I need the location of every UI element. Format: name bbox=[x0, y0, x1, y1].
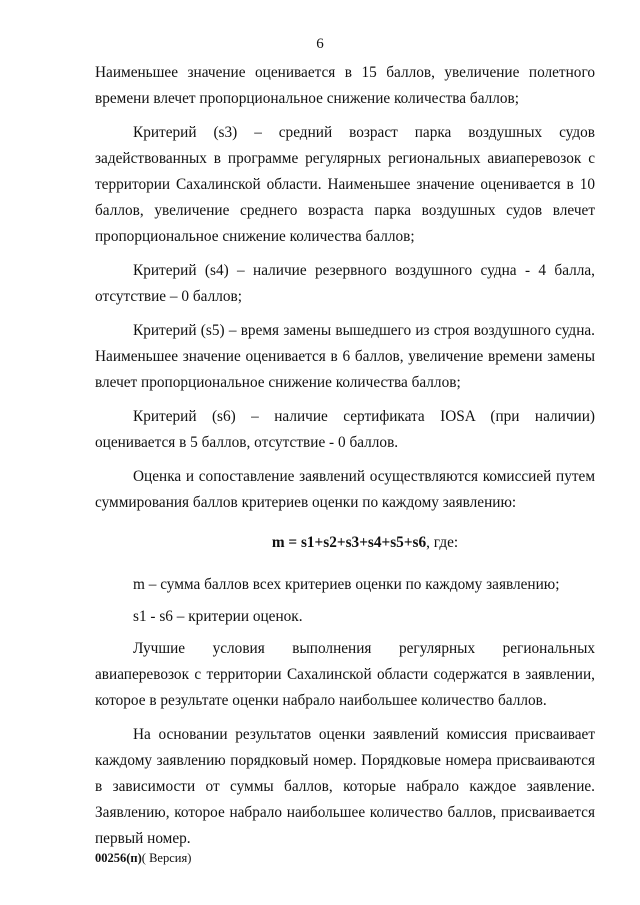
paragraph-evaluation: Оценка и сопоставление заявлений осуществляются комиссией путем суммирования баллов критериев оценки по каждому заявлению: bbox=[95, 468, 595, 511]
document-body bbox=[95, 60, 595, 860]
paragraph-s-definition: s1 - s6 – критерии оценок. bbox=[133, 608, 303, 625]
paragraph-criterion-s4: Критерий (s4) – наличие резервного воздушного судна - 4 балла, отсутствие – 0 баллов; bbox=[95, 262, 595, 305]
footer-label: ( Версия) bbox=[141, 851, 192, 865]
footer bbox=[95, 851, 191, 866]
paragraph-criterion-s5: Критерий (s5) – время замены вышедшего из строя воздушного судна. Наименьшее значение оценивается в 6 баллов, увеличение времени замены влечет пропорциональное снижение количества баллов; bbox=[95, 322, 595, 391]
paragraph-best-conditions: Лучшие условия выполнения регулярных региональных авиаперевозок с территории Сахалинской области содержатся в заявлении, которое в результате оценки набрало наибольшее количество баллов. bbox=[95, 640, 595, 709]
paragraph-numbering: На основании результатов оценки заявлений комиссия присваивает каждому заявлению порядковый номер. Порядковые номера присваиваются в зависимости от суммы баллов, которые набрало каждое заявление. Заявлению, которое набрало наибольшее количество баллов, присваивается первый номер. bbox=[95, 726, 595, 847]
paragraph-criterion-s3: Критерий (s3) – средний возраст парка воздушных судов задействованных в программе регулярных региональных авиаперевозок с территории Сахалинской области. Наименьшее значение оценивается в 10 баллов, увеличение среднего возраста парка воздушных судов влечет пропорциональное снижение количества баллов; bbox=[95, 124, 595, 245]
formula-expression: m = s1+s2+s3+s4+s5+s6 bbox=[271, 534, 427, 551]
paragraph-m-definition: m – сумма баллов всех критериев оценки по каждому заявлению; bbox=[133, 576, 560, 593]
paragraph-criterion-s6: Критерий (s6) – наличие сертификата IOSA (при наличии) оценивается в 5 баллов, отсутствие - 0 баллов. bbox=[95, 408, 595, 451]
paragraph-s2-continuation: Наименьшее значение оценивается в 15 баллов, увеличение полетного времени влечет пропорциональное снижение количества баллов; bbox=[95, 64, 595, 107]
footer-code: 00256(п) bbox=[95, 851, 142, 865]
formula-suffix: , где: bbox=[426, 534, 459, 551]
formula bbox=[95, 530, 595, 556]
page-number: 6 bbox=[316, 36, 324, 52]
